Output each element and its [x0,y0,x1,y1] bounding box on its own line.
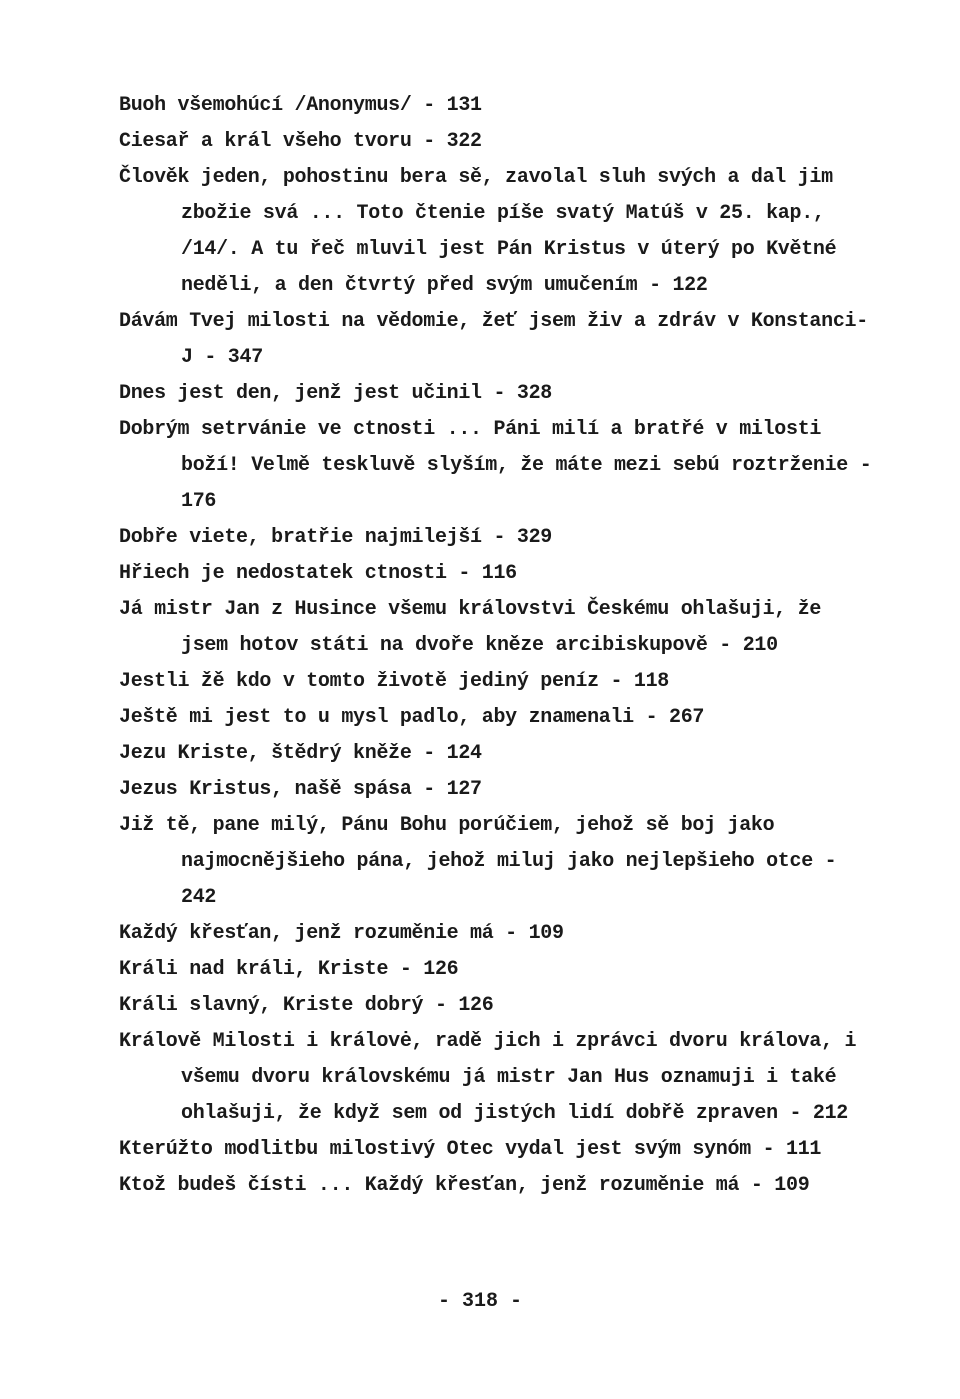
index-entry: Již tě, pane milý, Pánu Bohu porúčiem, jehož sě boj jako najmocnějšieho pána, jehož miluj jako nejlepšieho otce - 242 [119,814,837,909]
index-entry: Dávám Tvej milosti na vědomie, žeť jsem živ a zdráv v Konstanci-J - 347 [119,310,868,369]
index-entry: Hřiech je nedostatek ctnosti - 116 [119,562,517,585]
index-entry: Ktož budeš čísti ... Každý křesťan, jenž rozuměnie má - 109 [119,1174,810,1197]
index-list [119,88,879,1204]
index-entry: Já mistr Jan z Husince všemu královstvi Českému ohlašuji, že jsem hotov státi na dvoře kněze arcibiskupově - 210 [119,598,822,657]
index-entry: Člověk jeden, pohostinu bera sě, zavolal sluh svých a dal jim zbožie svá ... Toto čtenie píše svatý Matúš v 25. kap., /14/. A tu řeč mluvil jest Pán Kristus v úterý po Květné neděli, a den čtvrtý před svým umučením - 122 [119,166,837,297]
index-entry: Buoh všemohúcí /Anonymus/ - 131 [119,94,482,117]
index-entry: Králově Milosti i královė, radě jich i zprávci dvoru králova, i všemu dvoru královskému já mistr Jan Hus oznamuji i také ohlašuji, že když sem od jistých lidí dobřě zpraven - 212 [119,1030,857,1125]
index-entry: Kterúžto modlitbu milostivý Otec vydal jest svým synóm - 111 [119,1138,822,1161]
index-entry: Jestli žě kdo v tomto životě jediný peníz - 118 [119,670,669,693]
index-entry: Ještě mi jest to u mysl padlo, aby znamenali - 267 [119,706,705,729]
index-entry: Každý křesťan, jenž rozuměnie má - 109 [119,922,564,945]
page-number: - 318 - [437,1290,522,1313]
index-entry: Ciesař a král všeho tvoru - 322 [119,130,482,153]
index-entry: Dobrým setrvánie ve ctnosti ... Páni milí a bratřé v milosti boží! Velmě teskluvě slyším, že máte mezi sebú roztrženie - 176 [119,418,872,513]
index-entry: Dobře viete, bratřie najmilejší - 329 [119,526,552,549]
index-entry: Králi slavný, Kriste dobrý - 126 [119,994,494,1017]
index-entry: Jezus Kristus, našě spása - 127 [119,778,482,801]
index-entry: Králi nad králi, Kriste - 126 [119,958,459,981]
index-entry: Dnes jest den, jenž jest učinil - 328 [119,382,552,405]
index-entry: Jezu Kriste, štědrý kněže - 124 [119,742,482,765]
